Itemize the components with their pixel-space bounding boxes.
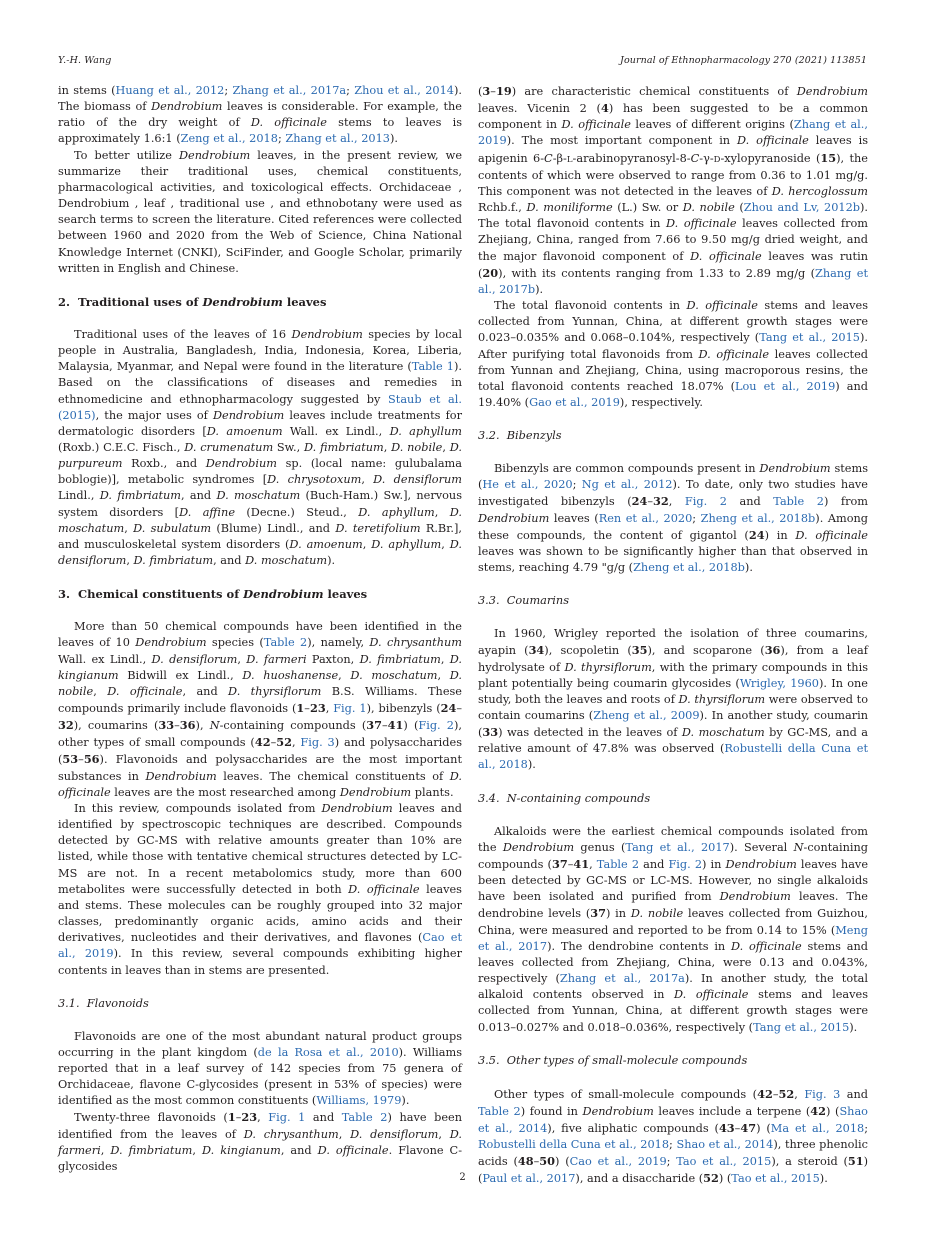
citation-link[interactable]: Ren (598, 511, 622, 525)
citation-link[interactable]: Zheng et al., (633, 561, 706, 575)
citation-link[interactable]: Tang et al., 2017 (625, 840, 730, 854)
citation-link[interactable]: della Cuna et al., 2018 (539, 1138, 670, 1152)
citation-link[interactable]: Gao (529, 395, 552, 409)
paragraph: More than 50 chemical compounds have been identified in the leaves of 10 Dendrobium species (Table 2), namely, D. chrysanthum Wall. ex Lindl., D. densiflorum, D. farmeri Paxton, D. fimbriatum, D. kingianum Bidwill ex Lindl., D. huoshanense, D. moschatum, D. nobile, D. officinale, and D. thyrsiflorum B.S. Williams. These compounds primarily include flavonoids (1–23, Fig. 1), bibenzyls (24–32), coumarins (33–36), N-containing compounds (37–41) (Fig. 2), other types of small compounds (42–52, Fig. 3) and polysaccharides (53–56). Flavonoids and polysaccharides are the most important substances in Dendrobium leaves. The chemical constituents of D. officinale leaves are the most researched among Dendrobium plants. (58, 620, 463, 799)
paragraph: (3–19) are characteristic chemical constituents of Dendrobium leaves. Vicenin 2 (4) has been suggested to be a common component in D. officinale leaves of different origins (Zhang et al., 2019). The most important component in D. officinale leaves is apigenin 6-C-β-L-arabinopyranosyl-8-C-γ-D-xylopyranoside (15), the contents of which were observed to range from 0.36 to 1.01 mg/g. This component was not detected in the leaves of D. hercoglossum Rchb.f., D. moniliforme (L.) Sw. or D. nobile (Zhou and Lv, 2012b). The total flavonoid contents in D. officinale leaves collected from Zhejiang, China, ranged from 7.66 to 9.50 mg/g dried weight, and the major flavonoid component of D. officinale leaves was rutin (20), with its contents ranging from 1.33 to 2.89 mg/g (Zhang et al., 2017b). (478, 84, 869, 296)
page-number: 2 (459, 1172, 466, 1183)
subsection-heading: 3.5. Other types of small-molecule compounds (478, 1053, 748, 1067)
figure-link[interactable]: Fig. 3 (300, 736, 335, 750)
subsection-heading: 3.4. N-containing compounds (478, 791, 651, 805)
paragraph: Traditional uses of the leaves of 16 Dendrobium species by local people in Australia, Bangladesh, India, Indonesia, Korea, Liberia, Malaysia, Myanmar, and Nepal were found in the literature (Table 1). Based on the classifications of diseases and remedies in ethnomedicine and ethnopharmacology suggested by Staub et al. (2015), the major uses of Dendrobium leaves include treatments for dermatologic disorders [D. amoenum Wall. ex Lindl., D. aphyllum (Roxb.) C.E.C. Fisch., D. crumenatum Sw., D. fimbriatum, D. nobile, D. purpureum Roxb., and Dendrobium sp. (local name: gulubalama boblogie)], metabolic syndromes [D. chrysotoxum, D. densiflorum Lindl., D. fimbriatum, and D. moschatum (Buch-Ham.) Sw.], nervous system disorders [D. affine (Decne.) Steud., D. aphyllum, D. moschatum, D. subulatum (Blume) Lindl., and D. teretifolium R.Br.], and musculoskeletal system disorders (D. amoenum, D. aphyllum, D. densiflorum, D. fimbriatum, and D. moschatum). (58, 327, 463, 568)
citation-link[interactable]: Paul et al., 2017 (482, 1172, 576, 1186)
citation-link[interactable]: et al., 2020 (625, 511, 693, 525)
running-header-author: Y.-H. Wang (58, 55, 112, 66)
figure-link[interactable]: Fig. 2 (668, 857, 703, 871)
citation-link[interactable]: Zhang et al., 2017a (232, 84, 347, 97)
paragraph: In 1960, Wrigley reported the isolation of three coumarins, ayapin (34), scopoletin (35), and scoparone (36), from a leaf hydrolysate of D. thyrsiflorum, with the primary compounds in this plant potentially being coumarin glycosides (Wrigley, 1960). In one study, both the leaves and roots of D. thyrsiflorum were observed to contain coumarins (Zheng et al., 2009). In another study, coumarin (33) was detected in the leaves of D. moschatum by GC-MS, and a relative amount of 47.8% was observed (Robustelli della Cuna et al., 2018). (478, 627, 869, 772)
citation-link[interactable]: Huang et al., 2012 (115, 84, 225, 97)
table-link[interactable]: Table 2 (341, 1111, 388, 1125)
figure-link[interactable]: Fig. 1 (268, 1111, 306, 1125)
citation-link[interactable]: Zhou and Lv, 2012b (743, 201, 861, 215)
citation-link[interactable]: et al., 2020 (504, 478, 573, 492)
citation-link[interactable]: Cao et al., 2019 (58, 931, 462, 961)
figure-link[interactable]: Fig. 2 (418, 719, 454, 733)
paragraph: Other types of small-molecule compounds (42–52, Fig. 3 and Table 2) found in Dendrobium leaves include a terpene (42) (Shao et al., 2014), five aliphatic compounds (43–47) (Ma et al., 2018; Robustelli della Cuna et al., 2018; Shao et al., 2014), three phenolic acids (48–50) (Cao et al., 2019; Tao et al., 2015), a steroid (51) (Paul et al., 2017), and a disaccharide (52) (Tao et al., 2015). (478, 1086, 869, 1186)
citation-link[interactable]: et al., 2009 (633, 709, 700, 722)
paragraph: The total flavonoid contents in D. officinale stems and leaves collected from Yunnan, China, at different growth stages were 0.023–0.035% and 0.068–0.104%, respectively (Tang et al., 2015). After purifying total flavonoids from D. officinale leaves collected from Yunnan and Zhejiang, China, using macroporous resins, the total flavonoid contents reached 18.07% (Lou et al., 2019) and 19.40% (Gao et al., 2019), respectively. (478, 299, 869, 409)
table-link[interactable]: Table 2 (478, 1104, 521, 1118)
citation-link[interactable]: Shao et al., (478, 1104, 868, 1135)
running-header-journal: Journal of Ethnopharmacology 270 (2021) 113851 (620, 55, 867, 66)
figure-link[interactable]: Fig. 2 (684, 495, 727, 509)
citation-link[interactable]: de la Rosa et al., 2010 (257, 1045, 399, 1059)
subsection-heading: 3.3. Coumarins (478, 594, 569, 608)
table-link[interactable]: Table 1 (411, 360, 454, 374)
citation-link[interactable]: Robustelli (478, 1138, 536, 1152)
citation-link[interactable]: Meng et al., 2017 (478, 923, 868, 953)
citation-link[interactable]: Williams, 1979 (316, 1094, 402, 1108)
citation-link[interactable]: Tang et al., 2015 (753, 1020, 850, 1034)
left-column (58, 83, 462, 1175)
figure-link[interactable]: Fig. 3 (804, 1087, 841, 1101)
citation-link[interactable]: Shao et al., 2014 (676, 1138, 774, 1152)
citation-link[interactable]: 2014 (518, 1121, 548, 1135)
citation-link[interactable]: Cao et al., 2019 (569, 1155, 667, 1169)
citation-link[interactable]: Zhou et al., 2014 (354, 84, 454, 97)
citation-link[interactable]: Staub et al. (2015) (58, 392, 462, 422)
citation-link[interactable]: Lou et al., 2019 (735, 379, 836, 393)
citation-link[interactable]: He (482, 478, 499, 492)
paragraph: To better utilize Dendrobium leaves, in the present review, we summarize their traditional uses, chemical constituents, pharmacological activities, and toxicological effects. Orchidaceae , Dendrobium , leaf , traditional use , and ethnobotany were used as search terms to screen the literature. Cited references were collected between 1960 and 2020 from the Web of Science, China National Knowledge Internet (CNKI), SciFinder, and Google Scholar, primarily written in English and Chinese. (58, 148, 462, 275)
citation-link[interactable]: Zhang et al., 2017a (559, 972, 685, 986)
paragraph: Twenty-three flavonoids (1–23, Fig. 1 and Table 2) have been identified from the leaves of D. chrysanthum, D. densiflorum, D. farmeri, D. fimbriatum, D. kingianum, and D. officinale. Flavone C-glycosides (58, 1110, 463, 1173)
citation-link[interactable]: 2018b (708, 561, 745, 575)
table-link[interactable]: Table 2 (596, 857, 640, 871)
right-column (478, 83, 868, 1188)
table-link[interactable]: Table 2 (773, 495, 824, 509)
citation-link[interactable]: Robustelli della Cuna et al., 2018 (478, 742, 868, 772)
section-heading: 2. Traditional uses of Dendrobium leaves (58, 294, 327, 309)
paragraph: Flavonoids are one of the most abundant natural product groups occurring in the plant kingdom (de la Rosa et al., 2010). Williams reported that in a leaf survey of 142 species from 75 genera of Orchidaceae, flavone C-glycosides (present in 53% of species) were identified as the most common constituents (Williams, 1979). (58, 1029, 462, 1108)
paragraph: In this review, compounds isolated from Dendrobium leaves and identified by spectroscopic techniques are described. Compounds detected by GC-MS with relative amounts greater than 10% are listed, while those with tentative chemical structures detected by LC-MS are not. In a recent metabolomics study, more than 600 metabolites were successfully detected in both D. officinale leaves and stems. These molecules can be roughly grouped into 32 major classes, predominantly organic acids, amino acids and their derivatives, nucleotides and their derivatives, and flavones (Cao et al., 2019). In this review, several compounds exhibiting higher contents in leaves than in stems are presented. (58, 801, 462, 977)
citation-link[interactable]: Zhang et al., 2013 (285, 132, 390, 146)
paragraph: Bibenzyls are common compounds present in Dendrobium stems (He et al., 2020; Ng et al., 2012). To date, only two studies have investigated bibenzyls (24–32, Fig. 2 and Table 2) from Dendrobium leaves (Ren et al., 2020; Zheng et al., 2018b). Among these compounds, the content of gigantol (24) in D. officinale leaves was shown to be significantly higher than that observed in stems, reaching 4.79 "g/g (Zheng et al., 2018b). (478, 462, 869, 575)
citation-link[interactable]: Zheng et al., 2018b (700, 511, 816, 525)
citation-link[interactable]: Zhang et al., 2019 (478, 118, 868, 148)
table-link[interactable]: Table 2 (263, 636, 308, 650)
paragraph: Alkaloids were the earliest chemical compounds isolated from the Dendrobium genus (Tang et al., 2017). Several N-containing compounds (37–41, Table 2 and Fig. 2) in Dendrobium leaves have been detected by GC-MS or LC-MS. However, no single alkaloids have been isolated and purified from Dendrobium leaves. The dendrobine levels (37) in D. nobile leaves collected from Guizhou, China, were measured and reported to be from 0.14 to 15% (Meng et al., 2017). The dendrobine contents in D. officinale stems and leaves collected from Zhejiang, China, were 0.13 and 0.043%, respectively (Zhang et al., 2017a). In another study, the total alkaloid contents observed in D. officinale stems and leaves collected from Yunnan, China, at different growth stages were 0.013–0.027% and 0.018–0.036%, respectively (Tang et al., 2015). (478, 824, 869, 1034)
subsection-heading: 3.2. Bibenzyls (478, 429, 562, 443)
paragraph: in stems (Huang et al., 2012; Zhang et al., 2017a; Zhou et al., 2014). The biomass of Dendrobium leaves is considerable. For example, the ratio of the dry weight of D. officinale stems to leaves is approximately 1.6:1 (Zeng et al., 2018; Zhang et al., 2013). (58, 84, 462, 146)
citation-link[interactable]: Zeng et al., 2018 (180, 132, 278, 146)
citation-link[interactable]: et al., 2019 (555, 395, 620, 409)
citation-link[interactable]: Ng et al., 2012 (581, 478, 673, 492)
citation-link[interactable]: Zheng (593, 709, 630, 722)
citation-link[interactable]: Tang et al., 2015 (759, 331, 860, 345)
citation-link[interactable]: Zhang et al., 2017b (478, 266, 869, 296)
citation-link[interactable]: Wrigley, 1960 (739, 676, 819, 690)
section-heading: 3. Chemical constituents of Dendrobium leaves (58, 587, 368, 602)
citation-link[interactable]: Ma et al., 2018 (770, 1121, 865, 1135)
citation-link[interactable]: Tao et al., 2015 (731, 1172, 820, 1186)
figure-link[interactable]: Fig. 1 (333, 702, 367, 715)
subsection-heading: 3.1. Flavonoids (58, 996, 149, 1010)
citation-link[interactable]: Tao et al., 2015 (676, 1155, 772, 1169)
